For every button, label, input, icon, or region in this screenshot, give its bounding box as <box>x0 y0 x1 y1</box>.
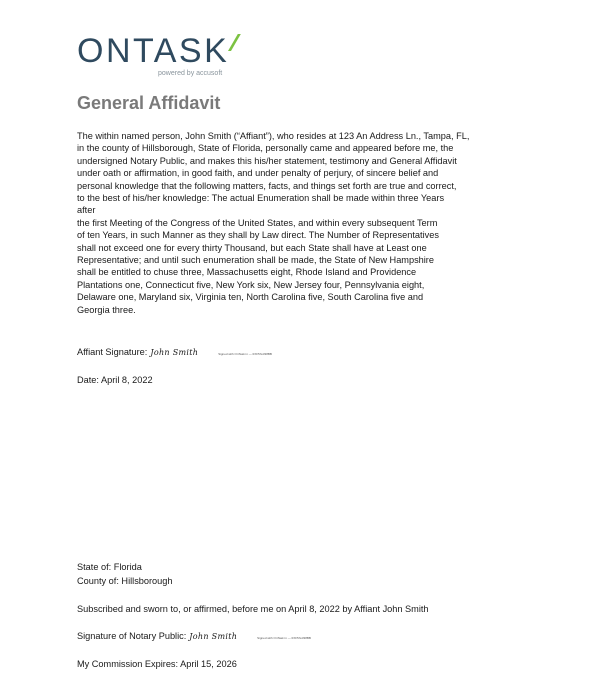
logo-k <box>204 34 229 68</box>
paragraph-line: under oath or affirmation, in good faith, and under penalty of perjury, of sincere belief and <box>77 168 439 179</box>
logo-k-letter: K <box>204 32 230 70</box>
county-line: County of: Hillsborough <box>77 576 173 586</box>
ontask-logo <box>77 32 230 77</box>
commission-line: My Commission Expires: April 15, 2026 <box>77 659 237 669</box>
logo-wordmark <box>77 34 229 68</box>
notary-signature-label: Signature of Notary Public: <box>77 631 187 641</box>
paragraph-line: shall be entitled to chuse three, Massachusetts eight, Rhode Island and Providence <box>77 267 417 278</box>
state-line: State of: Florida <box>77 562 142 572</box>
paragraph-line: after <box>77 205 96 216</box>
paragraph-line: the first Meeting of the Congress of the United States, and within every subsequent Term <box>77 217 438 228</box>
affiant-signature-row <box>77 347 272 357</box>
notary-signature-row <box>77 631 311 641</box>
document-title: General Affidavit <box>77 93 221 113</box>
paragraph-line: undersigned Notary Public, and makes this his/her statement, testimony and General Affidavit <box>77 155 457 166</box>
sworn-line: Subscribed and sworn to, or affirmed, before me on April 8, 2022 by Affiant John Smith <box>77 604 429 614</box>
logo-wordmark-text: ONTAS <box>77 32 205 70</box>
logo-tagline: powered by accusoft <box>158 70 223 77</box>
affiant-signature: John Smith <box>150 348 199 357</box>
paragraph-line: to the best of his/her knowledge: The actual Enumeration shall be made within three Years <box>77 193 445 204</box>
notary-signature: John Smith <box>189 632 238 641</box>
affiant-signature-label: Affiant Signature: <box>77 347 148 357</box>
paragraph-line: Georgia three. <box>77 304 136 315</box>
paragraph-line: The within named person, John Smith (“Affiant”), who resides at 123 An Address Ln., Tampa, FL, <box>77 131 470 141</box>
paragraph-line: Representative; and until such enumeration shall be made, the State of New Hampshire <box>77 255 434 266</box>
paragraph-line: Delaware one, Maryland six, Virginia ten, North Carolina five, South Carolina five and <box>77 292 424 303</box>
paragraph-line: in the county of Hillsborough, State of Florida, personally came and appeared before me, the <box>77 143 454 154</box>
paragraph-line: shall not exceed one for every thirty Thousand, but each State shall have at Least one <box>77 242 427 253</box>
date-line: Date: April 8, 2022 <box>77 375 153 385</box>
affidavit-body <box>77 130 547 316</box>
paragraph-line: Plantations one, Connecticut five, New York six, New Jersey four, Pennsylvania eight, <box>77 279 425 290</box>
notary-signature-stamp: Signed with OnTask in — 0XF5hx338BB <box>257 636 311 640</box>
affiant-signature-stamp: Signed with OnTask in — 0XF5hx338BB <box>218 352 272 356</box>
paragraph-line: of ten Years, in such Manner as they shall by Law direct. The Number of Representatives <box>77 230 439 241</box>
paragraph-line: personal knowledge that the following matters, facts, and things set forth are true and correct, <box>77 180 457 191</box>
